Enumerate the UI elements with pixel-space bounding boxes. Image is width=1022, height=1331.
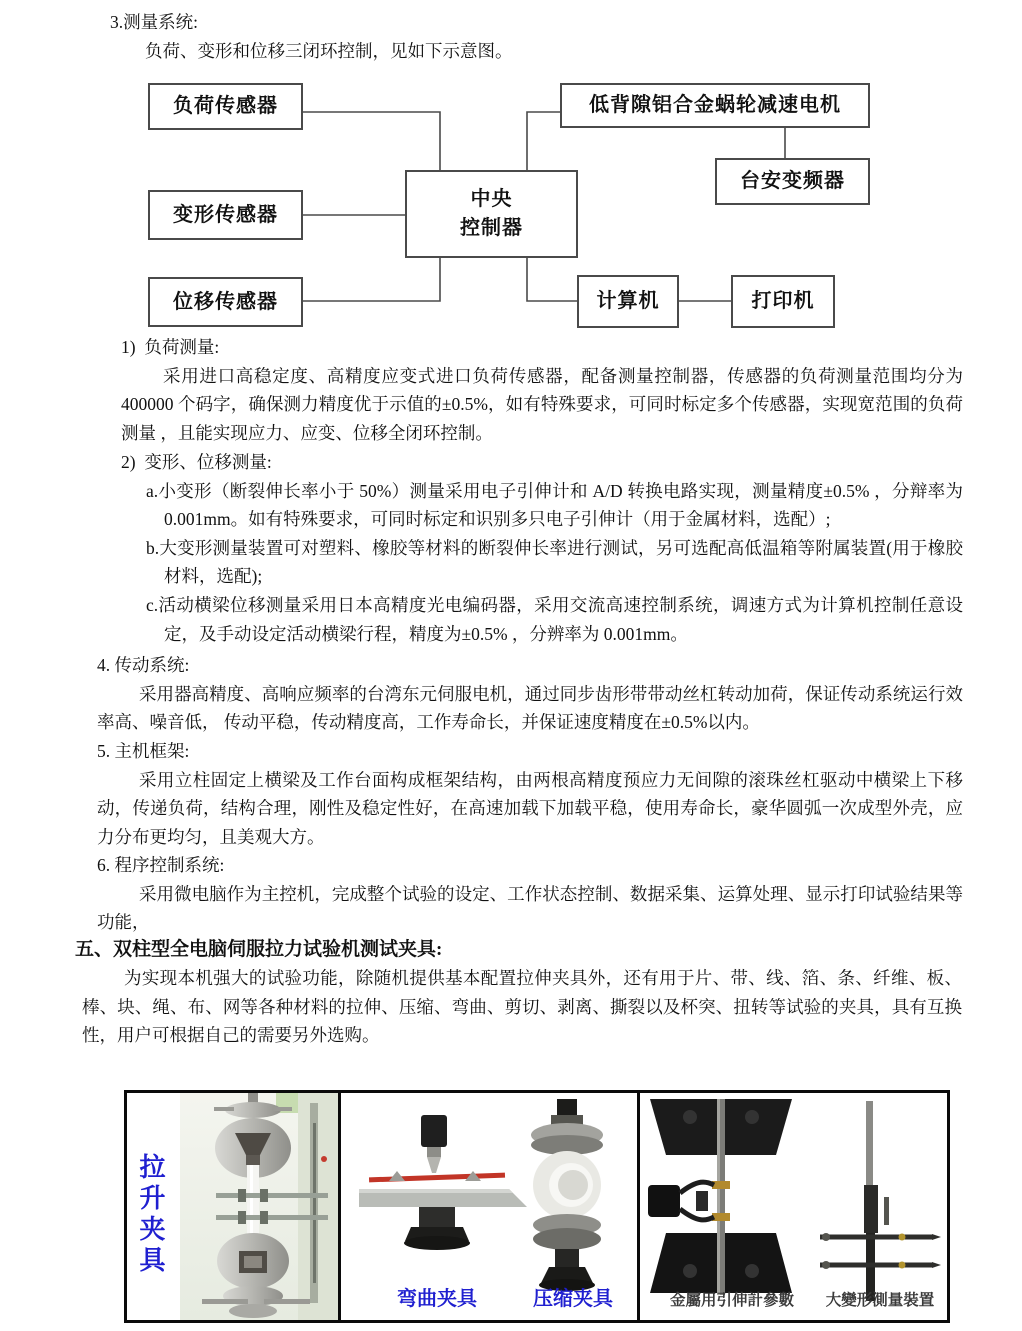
item-2-deform-displacement bbox=[121, 448, 963, 648]
section-wu-body: 为实现本机强大的试验功能，除随机提供基本配置拉伸夹具外，还有用于片、带、线、箔、条、纤维、板、棒、块、绳、布、网等各种材料的拉伸、压缩、弯曲、剪切、剥离、撕裂以及杯突、扭转等试验的夹具，具有互换性，用户可根据自己的需要另外选购。 bbox=[82, 968, 962, 1046]
extensometer-photo bbox=[640, 1093, 941, 1320]
diagram-box-gear-motor bbox=[560, 83, 870, 128]
section-5-frame bbox=[97, 737, 963, 851]
measurement-system-diagram bbox=[0, 0, 1022, 340]
item-2-number: 2) bbox=[121, 452, 136, 472]
item-1-body: 采用进口高稳定度、高精度应变式进口负荷传感器，配备测量控制器，传感器的负荷测量范围均分为 400000 个码字，确保测力精度优于示值的±0.5%，如有特殊要求，可同时标定多个传感器，实现宽范围的负荷测量 ，且能实现应力、应变、位移全闭环控制。 bbox=[121, 365, 963, 443]
gear-motor-label: 低背隙铝合金蜗轮减速电机 bbox=[589, 94, 841, 116]
section-wu-heading: 五、双柱型全电脑伺服拉力试验机测试夹具: bbox=[75, 939, 443, 960]
extensometer-label: 金屬用引伸計參數 bbox=[669, 1292, 794, 1310]
item-1-number: 1) bbox=[121, 337, 136, 357]
item-2b-body: b.大变形测量装置可对塑料、橡胶等材料的断裂伸长率进行测试，另可选配高低温箱等附属装置(用于橡胶材料，选配); bbox=[146, 537, 963, 587]
section-6-heading: 6. 程序控制系统: bbox=[97, 855, 225, 875]
section-6-body: 采用微电脑作为主控机，完成整个试验的设定、工作状态控制、数据采集、运算处理、显示打印试验结果等功能， bbox=[97, 883, 963, 933]
section-4-body: 采用器高精度、高响应频率的台湾东元伺服电机，通过同步齿形带带动丝杠转动加荷，保证传动系统运行效率高、噪音低， 传动平稳，传动精度高，工作寿命长，并保证速度精度在±0.5%以内。 bbox=[97, 683, 963, 733]
item-2c-body: c.活动横梁位移测量采用日本高精度光电编码器，采用交流高速控制系统，调速方式为计算机控制任意设定，及手动设定活动横梁行程，精度为±0.5% ，分辨率为 0.001mm。 bbox=[146, 594, 963, 644]
inverter-label: 台安变频器 bbox=[740, 170, 845, 192]
printer-label: 打印机 bbox=[751, 290, 815, 312]
panel-bend-compress bbox=[338, 1093, 637, 1320]
bend-fixture-label: 弯曲夹具 bbox=[397, 1288, 477, 1311]
section-4-heading: 4. 传动系统: bbox=[97, 655, 190, 675]
item-1-title: 负荷测量: bbox=[144, 337, 220, 357]
diagram-box-displacement-sensor bbox=[148, 277, 303, 327]
load-sensor-label: 负荷传感器 bbox=[173, 95, 278, 117]
large-deform-label: 大變形測量裝置 bbox=[825, 1292, 935, 1310]
central-controller-line1: 中央 bbox=[470, 188, 513, 210]
deform-sensor-label: 变形传感器 bbox=[173, 203, 278, 226]
tensile-grip-photo bbox=[180, 1093, 338, 1320]
panel-extensometer bbox=[637, 1093, 947, 1320]
section-3-heading: 3.测量系统: bbox=[110, 12, 198, 32]
tensile-grip-label: 拉升夹具 bbox=[136, 1153, 165, 1277]
section-3-intro: 负荷、变形和位移三闭环控制，见如下示意图。 bbox=[145, 41, 513, 61]
computer-label: 计算机 bbox=[596, 290, 660, 312]
central-controller-line2: 控制器 bbox=[460, 217, 523, 239]
item-2-title: 变形、位移测量: bbox=[144, 452, 272, 472]
diagram-box-inverter bbox=[715, 158, 870, 205]
compress-fixture-label: 压缩夹具 bbox=[533, 1288, 613, 1311]
diagram-box-deform-sensor bbox=[148, 190, 303, 240]
diagram-box-central-controller bbox=[405, 170, 578, 258]
item-1-load-measurement bbox=[121, 333, 963, 447]
panel-tensile-grips bbox=[127, 1093, 338, 1320]
section-5-heading: 5. 主机框架: bbox=[97, 741, 190, 761]
section-5-body: 采用立柱固定上横梁及工作台面构成框架结构，由两根高精度预应力无间隙的滚珠丝杠驱动中横梁上下移动，传递负荷，结构合理，刚性及稳定性好，在高速加载下加载平稳，使用寿命长，豪华圆弧一次成型外壳，应力分布更均匀，且美观大方。 bbox=[97, 769, 963, 847]
section-6-program-control bbox=[97, 851, 963, 937]
section-4-transmission bbox=[97, 651, 963, 737]
displacement-sensor-label: 位移传感器 bbox=[173, 290, 278, 313]
diagram-box-computer bbox=[577, 275, 679, 328]
diagram-box-load-sensor bbox=[148, 83, 303, 130]
diagram-box-printer bbox=[731, 275, 835, 328]
fixtures-figure-strip bbox=[124, 1090, 950, 1323]
item-2a-body: a.小变形（断裂伸长率小于 50%）测量采用电子引伸计和 A/D 转换电路实现，测量精度±0.5% ，分辩率为 0.001mm。如有特殊要求，可同时标定和识别多只电子引伸计（用于金属材料，选配）; bbox=[146, 480, 963, 530]
